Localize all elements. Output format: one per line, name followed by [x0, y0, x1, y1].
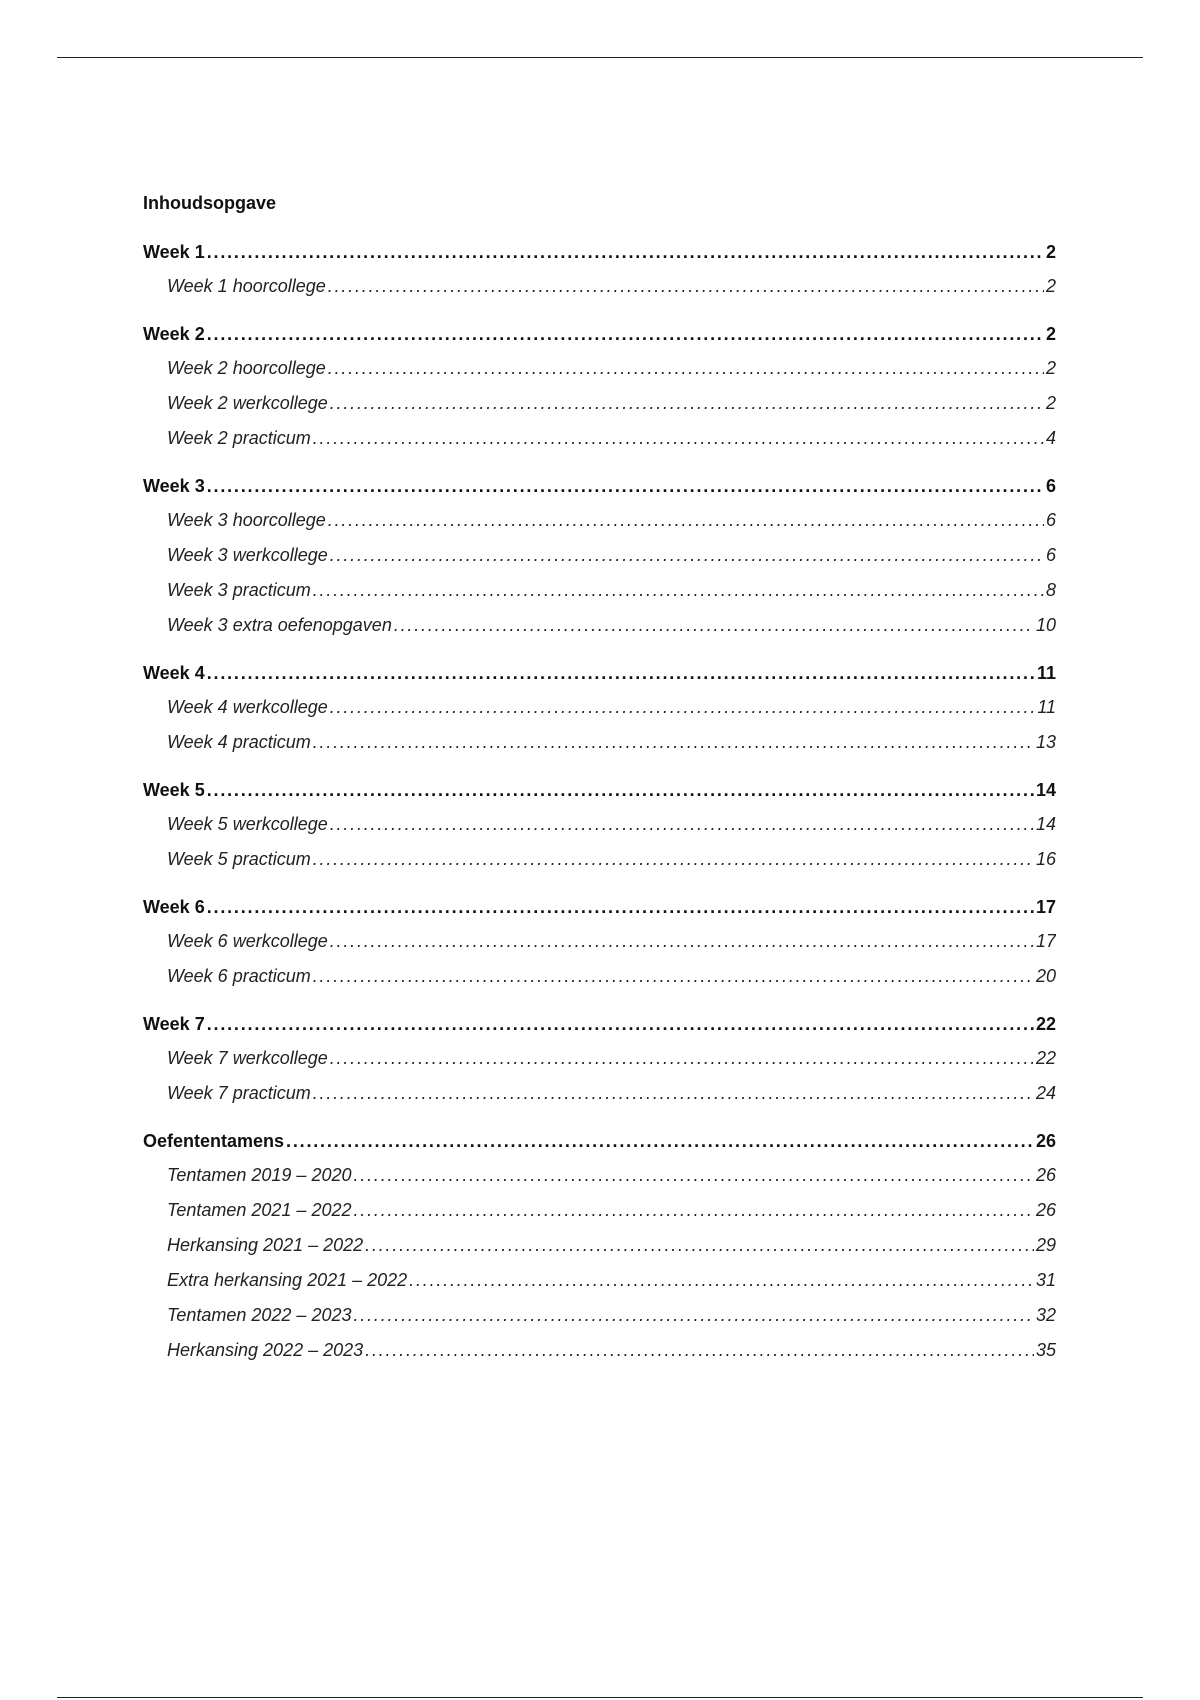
toc-section-label: Week 3	[143, 476, 205, 496]
toc-section-entry[interactable]	[143, 322, 1056, 346]
toc-section-label: Week 1	[143, 242, 205, 262]
toc-page-number: 17	[1035, 897, 1056, 917]
toc-section-entry[interactable]	[143, 1129, 1056, 1153]
toc-page-number: 31	[1035, 1270, 1056, 1290]
toc-subsection-label: Extra herkansing 2021 – 2022	[167, 1270, 408, 1290]
header-rule	[57, 57, 1143, 58]
toc-dot-leader	[330, 812, 1034, 836]
toc-dot-leader	[330, 929, 1034, 953]
toc-title: Inhoudsopgave	[143, 193, 277, 213]
toc-section-label: Week 2	[143, 324, 205, 344]
toc-page-number: 6	[1045, 510, 1056, 530]
toc-subsection-entry[interactable]	[143, 578, 1056, 602]
toc-subsection-label: Week 3 extra oefenopgaven	[167, 615, 392, 635]
toc-subsection-entry[interactable]	[143, 543, 1056, 567]
toc-subsection-entry[interactable]	[143, 964, 1056, 988]
toc-section-label: Week 5	[143, 780, 205, 800]
toc-dot-leader	[207, 1012, 1034, 1036]
footer-rule	[57, 1697, 1143, 1698]
toc-page-number: 24	[1035, 1083, 1056, 1103]
toc-subsection-label: Week 6 practicum	[167, 966, 311, 986]
toc-subsection-entry[interactable]	[143, 391, 1056, 415]
toc-subsection-entry[interactable]	[143, 847, 1056, 871]
toc-section-label: Oefententamens	[143, 1131, 285, 1151]
toc-subsection-entry[interactable]	[143, 613, 1056, 637]
toc-page-number: 2	[1045, 276, 1056, 296]
toc-subsection-entry[interactable]	[143, 1338, 1056, 1362]
toc-dot-leader	[328, 274, 1044, 298]
toc-dot-leader	[313, 426, 1044, 450]
toc-page-number: 2	[1045, 358, 1056, 378]
toc-dot-leader	[330, 1046, 1034, 1070]
toc-section-entry[interactable]	[143, 895, 1056, 919]
toc-page-number: 10	[1035, 615, 1056, 635]
toc-page-number: 2	[1045, 393, 1056, 413]
toc-page-number: 14	[1035, 814, 1056, 834]
toc-page-number: 17	[1035, 931, 1056, 951]
toc-subsection-label: Herkansing 2021 – 2022	[167, 1235, 364, 1255]
toc-page-number: 35	[1035, 1340, 1056, 1360]
toc-subsection-entry[interactable]	[143, 356, 1056, 380]
toc-subsection-label: Week 2 werkcollege	[167, 393, 328, 413]
toc-dot-leader	[313, 1081, 1034, 1105]
toc-subsection-label: Week 5 werkcollege	[167, 814, 328, 834]
toc-subsection-label: Tentamen 2022 – 2023	[167, 1305, 352, 1325]
toc-subsection-label: Week 7 practicum	[167, 1083, 311, 1103]
toc-page-number: 14	[1035, 780, 1056, 800]
toc-subsection-entry[interactable]	[143, 1303, 1056, 1327]
toc-section-entry[interactable]	[143, 778, 1056, 802]
toc-page-number: 6	[1045, 476, 1056, 496]
toc-dot-leader	[313, 730, 1034, 754]
toc-page-number: 32	[1035, 1305, 1056, 1325]
toc-subsection-entry[interactable]	[143, 695, 1056, 719]
toc-dot-leader	[394, 613, 1034, 637]
toc-dot-leader	[207, 474, 1044, 498]
toc-page-number: 13	[1035, 732, 1056, 752]
toc-list	[143, 240, 1056, 1362]
toc-subsection-label: Week 7 werkcollege	[167, 1048, 328, 1068]
toc-section-label: Week 4	[143, 663, 205, 683]
toc-dot-leader	[313, 847, 1034, 871]
toc-subsection-entry[interactable]	[143, 274, 1056, 298]
table-of-contents	[143, 190, 1056, 1373]
toc-subsection-label: Week 5 practicum	[167, 849, 311, 869]
toc-dot-leader	[207, 778, 1034, 802]
toc-page-number: 16	[1035, 849, 1056, 869]
toc-dot-leader	[354, 1303, 1034, 1327]
toc-dot-leader	[328, 508, 1044, 532]
toc-section-entry[interactable]	[143, 474, 1056, 498]
toc-subsection-label: Tentamen 2021 – 2022	[167, 1200, 352, 1220]
toc-dot-leader	[207, 661, 1035, 685]
toc-subsection-label: Week 1 hoorcollege	[167, 276, 326, 296]
toc-subsection-entry[interactable]	[143, 1268, 1056, 1292]
toc-subsection-label: Tentamen 2019 – 2020	[167, 1165, 352, 1185]
toc-page-number: 4	[1045, 428, 1056, 448]
toc-page-number: 11	[1036, 663, 1056, 683]
toc-page-number: 2	[1045, 324, 1056, 344]
toc-subsection-entry[interactable]	[143, 1081, 1056, 1105]
toc-subsection-label: Week 6 werkcollege	[167, 931, 328, 951]
toc-section-entry[interactable]	[143, 240, 1056, 264]
toc-subsection-entry[interactable]	[143, 929, 1056, 953]
toc-page-number: 11	[1037, 697, 1056, 717]
toc-dot-leader	[313, 964, 1034, 988]
toc-page-number: 26	[1035, 1200, 1056, 1220]
toc-subsection-label: Herkansing 2022 – 2023	[167, 1340, 364, 1360]
toc-page-number: 29	[1035, 1235, 1056, 1255]
toc-page-number: 6	[1045, 545, 1056, 565]
toc-subsection-entry[interactable]	[143, 812, 1056, 836]
toc-page-number: 26	[1035, 1165, 1056, 1185]
toc-page-number: 22	[1035, 1048, 1056, 1068]
toc-subsection-label: Week 4 werkcollege	[167, 697, 328, 717]
toc-dot-leader	[330, 391, 1044, 415]
toc-dot-leader	[207, 240, 1044, 264]
toc-subsection-label: Week 3 practicum	[167, 580, 311, 600]
toc-section-entry[interactable]	[143, 1012, 1056, 1036]
toc-section-entry[interactable]	[143, 661, 1056, 685]
toc-dot-leader	[365, 1233, 1034, 1257]
toc-dot-leader	[313, 578, 1044, 602]
toc-dot-leader	[207, 895, 1034, 919]
toc-subsection-label: Week 2 practicum	[167, 428, 311, 448]
toc-page-number: 20	[1035, 966, 1056, 986]
toc-dot-leader	[330, 695, 1036, 719]
toc-dot-leader	[330, 543, 1044, 567]
toc-subsection-label: Week 4 practicum	[167, 732, 311, 752]
toc-dot-leader	[354, 1198, 1034, 1222]
toc-dot-leader	[328, 356, 1044, 380]
toc-subsection-label: Week 3 hoorcollege	[167, 510, 326, 530]
toc-page-number: 26	[1035, 1131, 1056, 1151]
toc-dot-leader	[409, 1268, 1034, 1292]
toc-section-label: Week 7	[143, 1014, 205, 1034]
toc-subsection-entry[interactable]	[143, 1233, 1056, 1257]
toc-subsection-label: Week 2 hoorcollege	[167, 358, 326, 378]
toc-subsection-entry[interactable]	[143, 1046, 1056, 1070]
toc-dot-leader	[365, 1338, 1034, 1362]
toc-page-number: 2	[1045, 242, 1056, 262]
toc-section-label: Week 6	[143, 897, 205, 917]
toc-subsection-label: Week 3 werkcollege	[167, 545, 328, 565]
toc-page-number: 22	[1035, 1014, 1056, 1034]
toc-subsection-entry[interactable]	[143, 426, 1056, 450]
toc-subsection-entry[interactable]	[143, 1163, 1056, 1187]
toc-page-number: 8	[1045, 580, 1056, 600]
toc-dot-leader	[286, 1129, 1034, 1153]
toc-dot-leader	[207, 322, 1044, 346]
toc-dot-leader	[354, 1163, 1034, 1187]
toc-subsection-entry[interactable]	[143, 1198, 1056, 1222]
toc-subsection-entry[interactable]	[143, 730, 1056, 754]
toc-subsection-entry[interactable]	[143, 508, 1056, 532]
